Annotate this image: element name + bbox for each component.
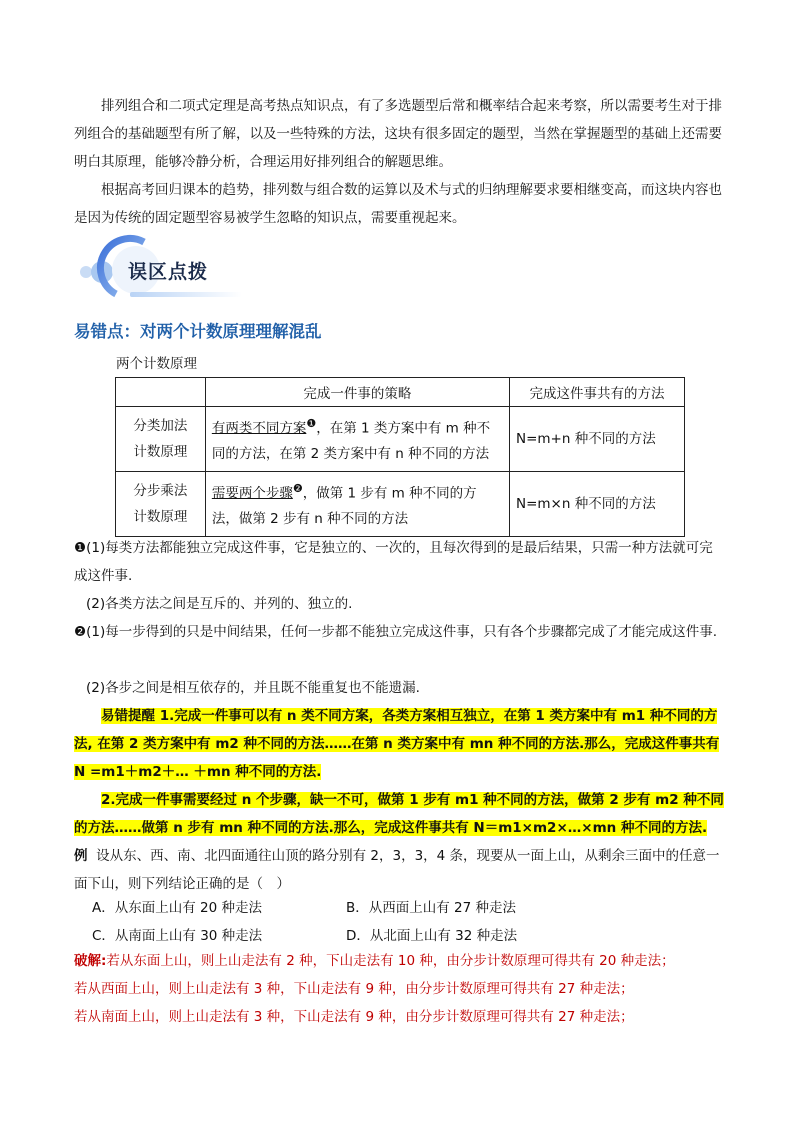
table-header-row bbox=[116, 378, 685, 407]
intro-paragraph-1: 排列组合和二项式定理是高考热点知识点，有了多选题型后常和概率结合起来考察，所以需要考生对于排列组合的基础题型有所了解，以及一些特殊的方法，这块有很多固定的题型，当然在掌握题型的基础上还需要明白其原理，能够冷静分析，合理运用好排列组合的解题思维。 bbox=[74, 98, 722, 170]
solution-line-3: 若从南面上山，则上山走法有 3 种，下山走法有 9 种，由分步计数原理可得共有 27 种走法； bbox=[74, 1009, 634, 1025]
reminder-2 bbox=[74, 786, 724, 842]
principle-name-line: 计数原理 bbox=[133, 509, 188, 525]
principle-name-cell bbox=[116, 407, 206, 472]
principle-name-cell bbox=[116, 472, 206, 537]
solution-label: 破解: bbox=[74, 953, 107, 969]
solution-text: 若从东面上山，则上山走法有 2 种，下山走法有 10 种，由分步计数原理可得共有 20 种走法； bbox=[106, 953, 675, 969]
principle-name-line: 分类加法 bbox=[133, 418, 188, 434]
option-a: A．从东面上山有 20 种走法 bbox=[92, 900, 262, 916]
example-label: 例 bbox=[74, 848, 88, 864]
intro-paragraph-2: 根据高考回归课本的趋势，排列数与组合数的运算以及术与式的归纳理解要求要相继变高，而这块内容也是因为传统的固定题型容易被学生忽略的知识点，需要重视起来。 bbox=[74, 182, 722, 226]
note-2: (2)各类方法之间是互斥的、并列的、独立的. bbox=[86, 596, 353, 612]
table-row bbox=[116, 472, 685, 537]
principle-name-line: 分步乘法 bbox=[133, 483, 188, 499]
option-c: C．从南面上山有 30 种走法 bbox=[92, 928, 263, 944]
strategy-underlined: 需要两个步骤 bbox=[211, 485, 293, 502]
strategy-cell bbox=[205, 472, 509, 537]
table-header-cell: 完成一件事的策略 bbox=[205, 378, 509, 407]
reminder-1 bbox=[74, 702, 724, 786]
note-1: ❶(1)每类方法都能独立完成这件事，它是独立的、一次的，且每次得到的是最后结果，只需一种方法就可完成这件事. bbox=[74, 540, 713, 584]
reminder-text: 2.完成一件事需要经过 n 个步骤，缺一不可，做第 1 步有 m1 种不同的方法，做第 2 步有 m2 种不同的方法……做第 n 步有 mn 种不同的方法.那么，完成这件事共有 N＝m1×m2×…×mn 种不同的方法. bbox=[74, 792, 724, 836]
option-b: B．从西面上山有 27 种走法 bbox=[346, 900, 517, 916]
table-header-cell bbox=[116, 378, 206, 407]
table-row bbox=[116, 407, 685, 472]
result-cell: N=m+n 种不同的方法 bbox=[509, 407, 684, 472]
strategy-text: ，在第 1 类方案中有 m 种不同的方法，在第 2 类方案中有 n 种不同的方法 bbox=[211, 420, 491, 463]
option-d: D．从北面上山有 32 种走法 bbox=[346, 928, 518, 944]
note-3: ❷(1)每一步得到的只是中间结果，任何一步都不能独立完成这件事，只有各个步骤都完成了才能完成这件事. bbox=[74, 624, 718, 640]
principle-name-line: 计数原理 bbox=[133, 444, 188, 460]
note-4: (2)各步之间是相互依存的，并且既不能重复也不能遗漏. bbox=[86, 680, 420, 696]
solution-line-1 bbox=[74, 947, 724, 975]
strategy-underlined: 有两类不同方案 bbox=[211, 420, 307, 437]
table-header-cell: 完成这件事共有的方法 bbox=[509, 378, 684, 407]
table-caption: 两个计数原理 bbox=[116, 356, 197, 372]
result-cell: N=m×n 种不同的方法 bbox=[509, 472, 684, 537]
section-title: 误区点拨 bbox=[128, 261, 209, 283]
example-text: 设从东、西、南、北四面通往山顶的路分别有 2，3，3，4 条，现要从一面上山，从剩余三面中的任意一面下山，则下列结论正确的是（ ） bbox=[74, 848, 720, 892]
footnote-mark: ❶ bbox=[306, 416, 317, 430]
section-header bbox=[76, 232, 246, 306]
strategy-cell bbox=[205, 407, 509, 472]
example-question bbox=[74, 842, 724, 898]
reminder-text: 易错提醒 1.完成一件事可以有 n 类不同方案，各类方案相互独立，在第 1 类方案中有 m1 种不同的方法, 在第 2 类方案中有 m2 种不同的方法……在第 n 类方案中有 mn 种不同的方法.那么，完成这件事共有 N =m1＋m2＋… ＋mn 种不同的方法. bbox=[74, 708, 720, 780]
footnote-mark: ❷ bbox=[292, 481, 303, 495]
counting-principles-table bbox=[115, 377, 685, 537]
error-point-title: 易错点：对两个计数原理理解混乱 bbox=[74, 322, 322, 341]
solution-line-2: 若从西面上山，则上山走法有 3 种，下山走法有 9 种，由分步计数原理可得共有 27 种走法； bbox=[74, 981, 634, 997]
strategy-text: ，做第 1 步有 m 种不同的方法，做第 2 步有 n 种不同的方法 bbox=[211, 485, 477, 528]
